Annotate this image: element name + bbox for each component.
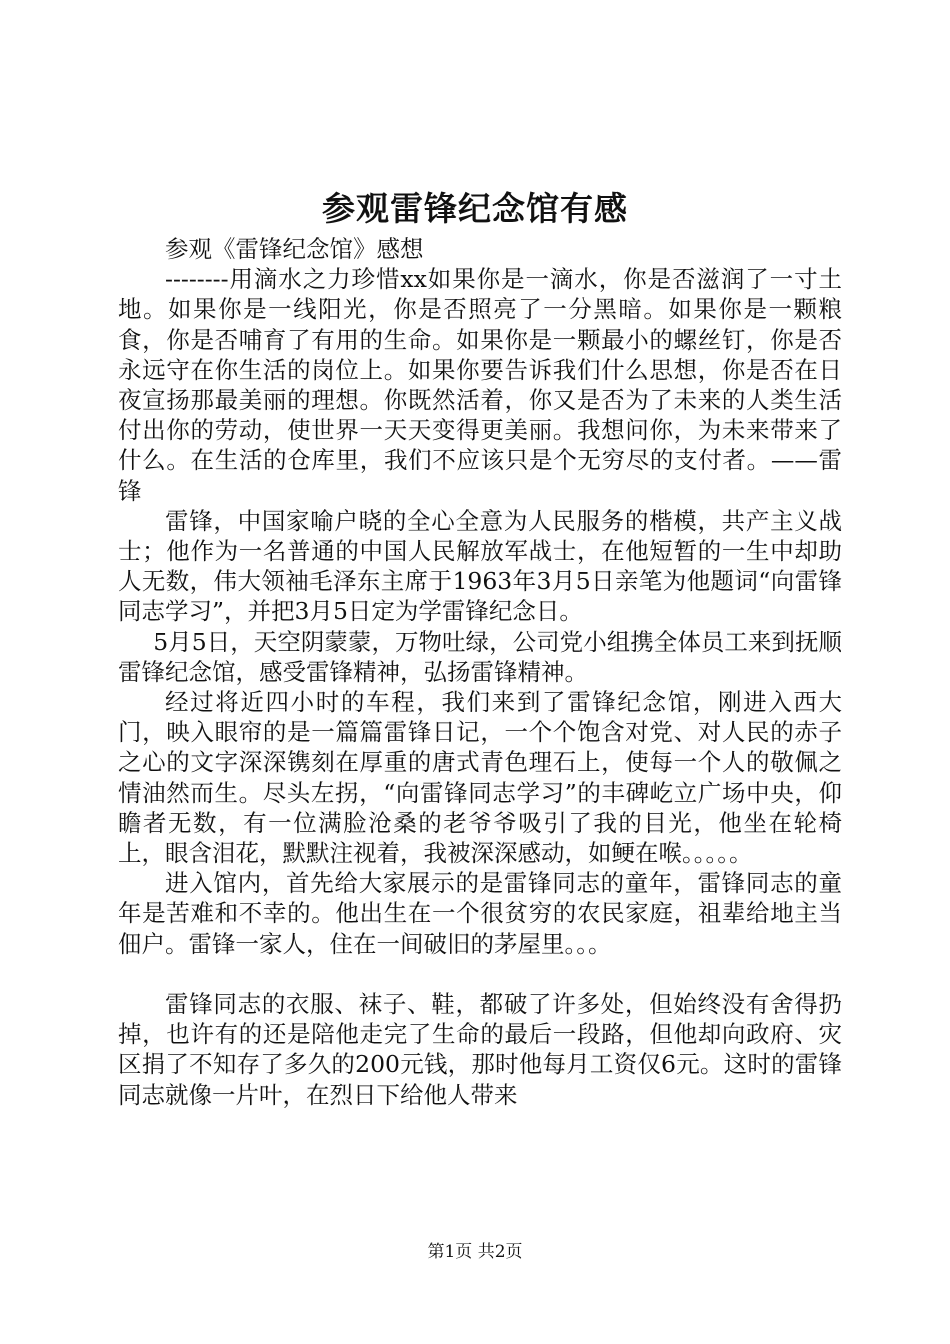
paragraph-arrival: 经过将近四小时的车程，我们来到了雷锋纪念馆，刚进入西大门，映入眼帘的是一篇篇雷锋日记，一个个饱含对党、对人民的赤子之心的文字深深镌刻在厚重的唐式青色理石上，使每一个人的敬佩之情油然而生。尽头左拐，“向雷锋同志学习”的丰碑屹立广场中央，仰瞻者无数，有一位满脸沧桑的老爷爷吸引了我的目光，他坐在轮椅上，眼含泪花，默默注视着，我被深深感动，如鲠在喉。。。。。 [118, 688, 842, 868]
document-body [118, 234, 842, 1110]
paragraph-childhood: 进入馆内，首先给大家展示的是雷锋同志的童年，雷锋同志的童年是苦难和不幸的。他出生在一个很贫穷的农民家庭，祖辈给地主当佃户。雷锋一家人，住在一间破旧的茅屋里。。。 [118, 869, 842, 958]
paragraph-visit: 5月5日，天空阴蒙蒙，万物吐绿，公司党小组携全体员工来到抚顺雷锋纪念馆，感受雷锋精神，弘扬雷锋精神。 [118, 627, 842, 686]
page-number: 第1页 共2页 [427, 1242, 523, 1262]
paragraph-subtitle: 参观《雷锋纪念馆》感想 [165, 235, 424, 263]
paragraph-frugality: 雷锋同志的衣服、袜子、鞋，都破了许多处，但始终没有舍得扔掉，也许有的还是陪他走完了生命的最后一段路，但他却向政府、灾区捐了不知存了多久的200元钱，那时他每月工资仅6元。这时的雷锋同志就像一片叶，在烈日下给他人带来 [118, 990, 842, 1109]
paragraph-quote: --------用滴水之力珍惜xx如果你是一滴水，你是否滋润了一寸土地。如果你是一线阳光，你是否照亮了一分黑暗。如果你是一颗粮食，你是否哺育了有用的生命。如果你是一颗最小的螺丝钉，你是否永远守在你生活的岗位上。如果你要告诉我们什么思想，你是否在日夜宣扬那最美丽的理想。你既然活着，你又是否为了未来的人类生活付出你的劳动，使世界一天天变得更美丽。我想问你，为未来带来了什么。在生活的仓库里，我们不应该只是个无穷尽的支付者。——雷锋 [118, 265, 842, 505]
document-title: 参观雷锋纪念馆有感 [322, 189, 628, 228]
paragraph-intro: 雷锋，中国家喻户晓的全心全意为人民服务的楷模，共产主义战士；他作为一名普通的中国人民解放军战士，在他短暂的一生中却助人无数，伟大领袖毛泽东主席于1963年3月5日亲笔为他题词“向雷锋同志学习”，并把3月5日定为学雷锋纪念日。 [118, 506, 842, 626]
paragraph-spacer [118, 959, 842, 989]
